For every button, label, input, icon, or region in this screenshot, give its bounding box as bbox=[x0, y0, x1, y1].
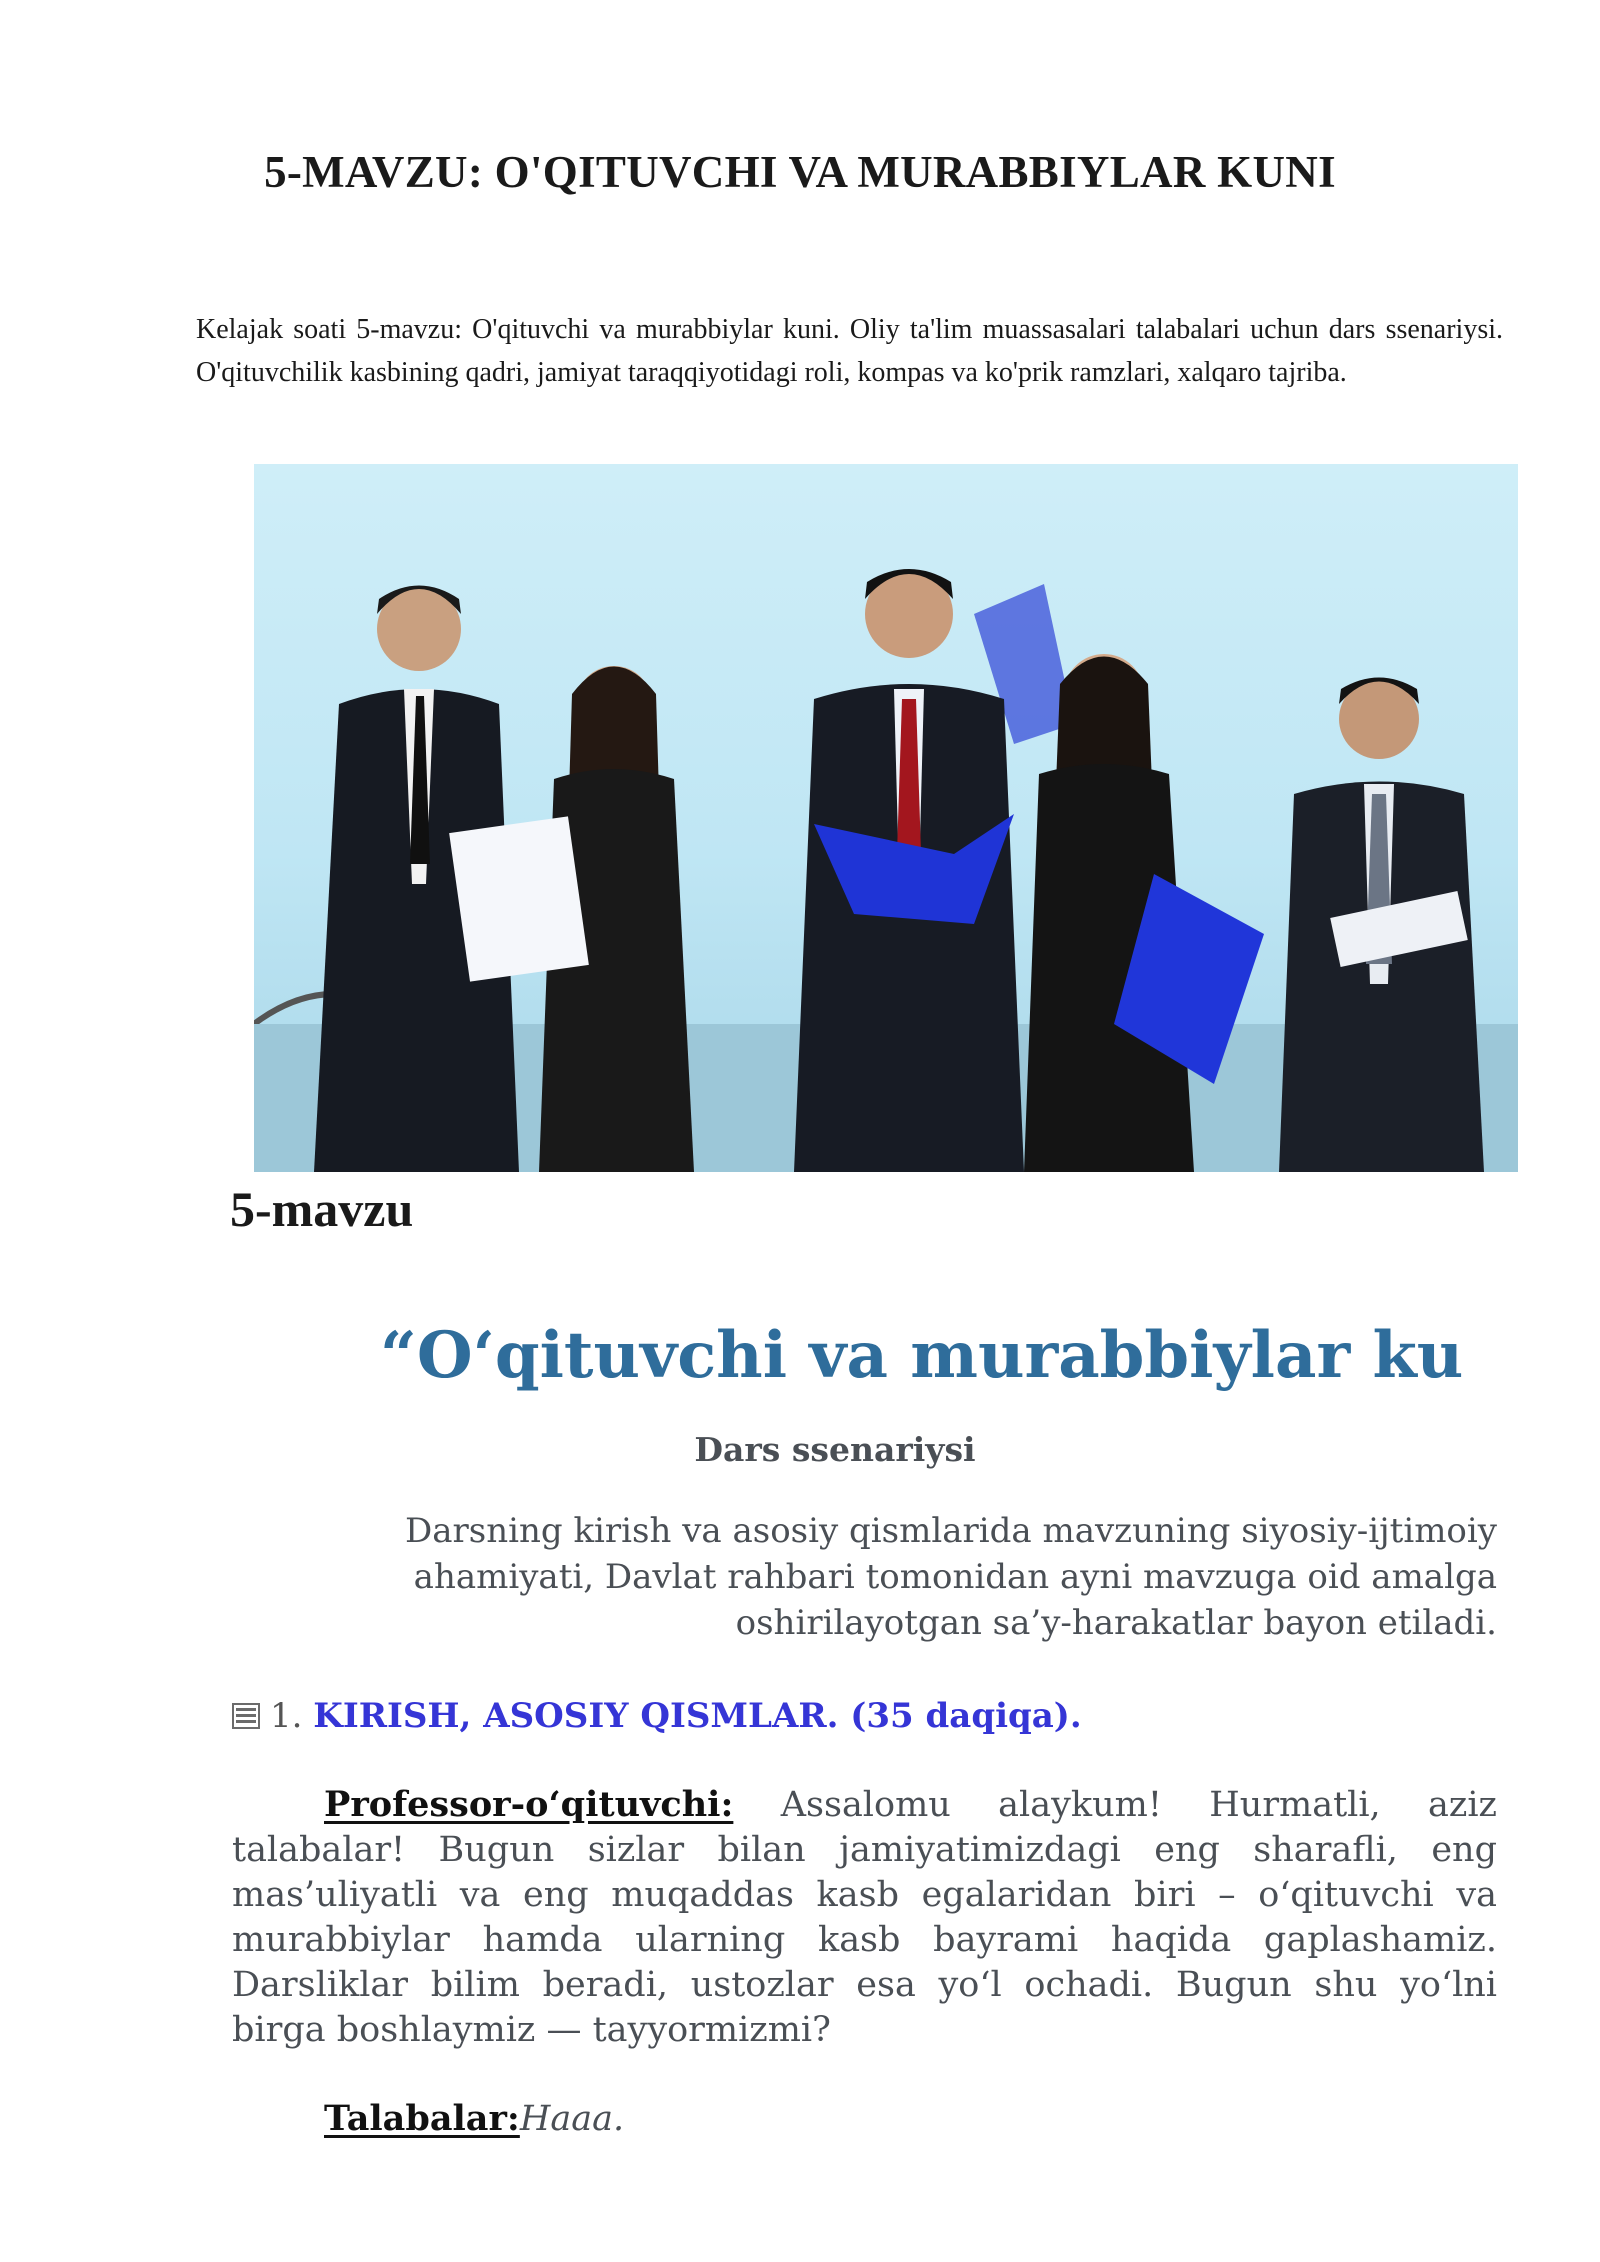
speaker-label: Professor-o‘qituvchi: bbox=[324, 1784, 734, 1825]
dialogue-text: Haaa. bbox=[519, 2099, 625, 2139]
section-heading bbox=[232, 1696, 1082, 1736]
topic-label: 5-mavzu bbox=[230, 1181, 414, 1237]
dialogue-line bbox=[232, 2096, 1497, 2142]
lesson-abstract: Darsning kirish va asosiy qismlarida mavzuning siyosiy-ijtimoiy ahamiyati, Davlat rahbari tomonidan ayni mavzuga oid amalga oshirilayotgan sa’y-harakatlar bayon etiladi. bbox=[404, 1511, 1497, 1643]
list-box-icon bbox=[232, 1703, 260, 1729]
section-title: KIRISH, ASOSIY QISMLAR. (35 daqiqa). bbox=[313, 1696, 1082, 1736]
lesson-title: “O‘qituvchi va murabbiylar ku bbox=[380, 1318, 1464, 1393]
dialogue-text: Assalomu alaykum! Hurmatli, aziz talabalar! Bugun sizlar bilan jamiyatimizdagi eng sharafli, eng mas’uliyatli va eng muqaddas kasb egalaridan biri – o‘qituvchi va murabbiylar hamda ularning kasb bayrami haqida gaplashamiz. Darsliklar bilim beradi, ustozlar esa yo‘l ochadi. Bugun shu yo‘lni birga boshlaymiz — tayyormizmi? bbox=[232, 1785, 1497, 2050]
intro-paragraph: Kelajak soati 5-mavzu: O'qituvchi va murabbiylar kuni. Oliy ta'lim muassasalari talabalari uchun dars ssenariysi. O'qituvchilik kasbining qadri, jamiyat taraqqiyotidagi roli, kompas va ko'prik ramzlari, xalqaro tajriba. bbox=[196, 314, 1503, 388]
page-title: 5-MAVZU: O'QITUVCHI VA MURABBIYLAR KUNI bbox=[264, 147, 1336, 197]
section-number: 1. bbox=[270, 1696, 303, 1736]
dialogue-line bbox=[232, 1782, 1497, 2053]
group-photo bbox=[254, 464, 1518, 1172]
lesson-subtitle: Dars ssenariysi bbox=[694, 1430, 976, 1469]
speaker-label: Talabalar: bbox=[324, 2098, 520, 2139]
